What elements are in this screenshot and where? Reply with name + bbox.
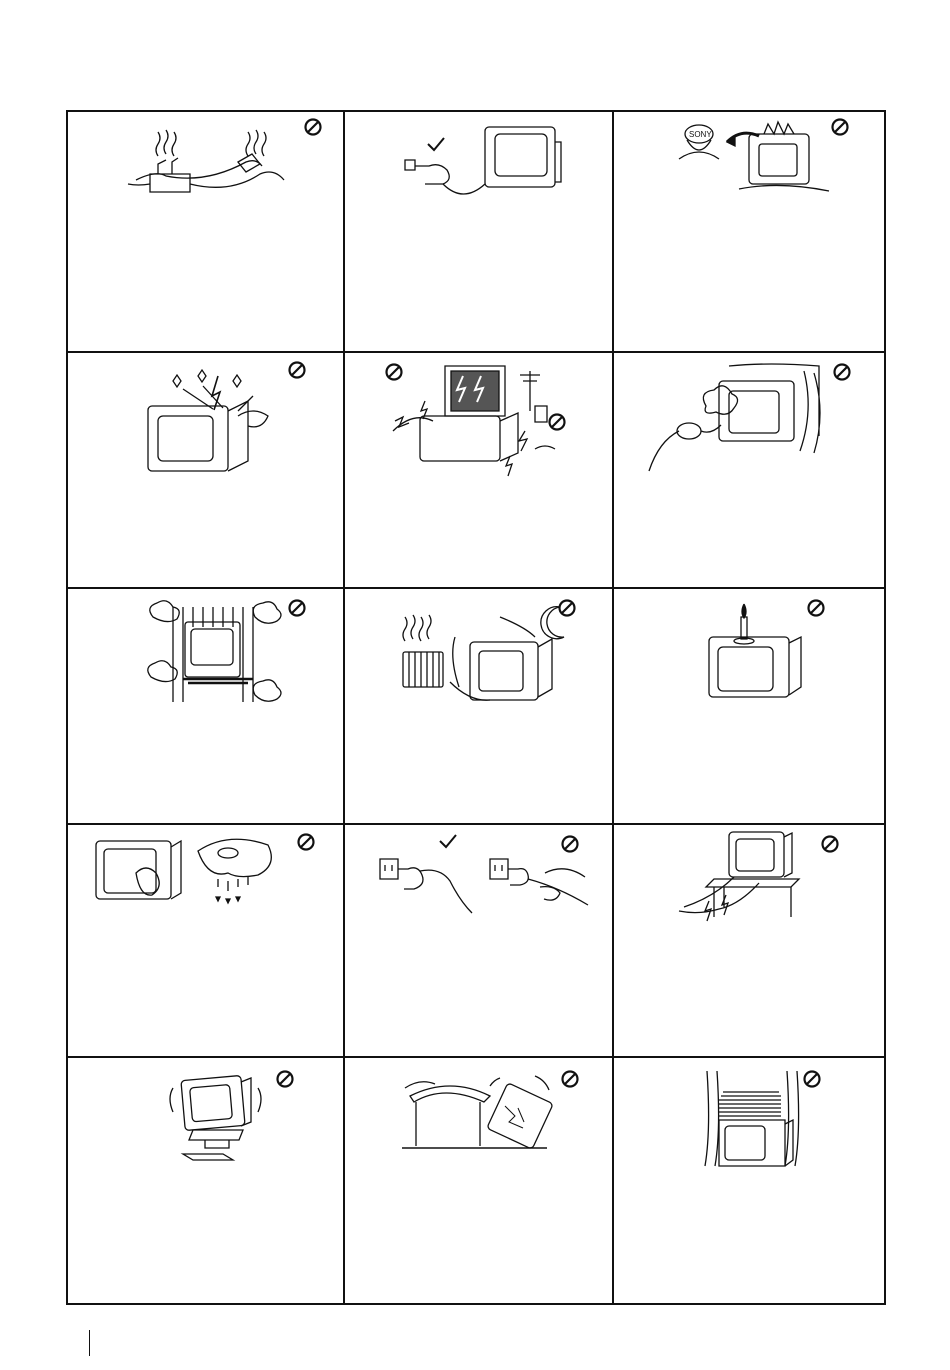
safety-cell-wet-cloth-cleaning	[68, 825, 343, 1056]
safety-cell-falling-tv	[345, 1058, 612, 1303]
safety-cell-call-service	[614, 112, 884, 351]
prohibited-symbol-icon	[385, 363, 403, 381]
overheated-power-strip-icon	[128, 122, 288, 212]
svg-text:SONY: SONY	[689, 130, 712, 139]
damaged-cord-icon	[674, 827, 804, 927]
prohibited-symbol-icon	[548, 413, 566, 431]
prohibited-symbol-icon	[821, 835, 839, 853]
prohibited-symbol-icon	[807, 599, 825, 617]
safety-cell-objects-in-vents	[68, 353, 343, 587]
prohibited-symbol-icon	[288, 599, 306, 617]
safety-cell-pull-plug-by-cord	[345, 825, 612, 1056]
safety-cell-enclosed-cabinet	[614, 1058, 884, 1303]
moisture-steam-icon	[644, 361, 834, 471]
falling-tv-icon	[400, 1066, 560, 1161]
safety-cell-overheated-power-strip	[68, 112, 343, 351]
prohibited-symbol-icon	[297, 833, 315, 851]
safety-cell-unstable-surface	[68, 1058, 343, 1303]
heat-and-sunlight-icon	[395, 597, 570, 707]
prohibited-symbol-icon	[288, 361, 306, 379]
prohibited-symbol-icon	[803, 1070, 821, 1088]
unplug-from-outlet-icon	[400, 122, 575, 202]
wet-cloth-cleaning-icon	[88, 833, 288, 913]
unstable-surface-icon	[163, 1068, 273, 1163]
safety-illustration-grid	[66, 110, 886, 1305]
safety-cell-candle-on-tv	[614, 589, 884, 823]
safety-cell-lightning-storm	[345, 353, 612, 587]
page-number-marker	[89, 1330, 90, 1356]
call-service-icon	[669, 114, 839, 199]
prohibited-symbol-icon	[831, 118, 849, 136]
blocked-ventilation-icon	[143, 597, 288, 707]
safety-cell-damaged-cord	[614, 825, 884, 1056]
prohibited-symbol-icon	[561, 835, 579, 853]
prohibited-symbol-icon	[276, 1070, 294, 1088]
enclosed-cabinet-icon	[699, 1066, 819, 1176]
prohibited-symbol-icon	[304, 118, 322, 136]
safety-cell-blocked-ventilation	[68, 589, 343, 823]
prohibited-symbol-icon	[561, 1070, 579, 1088]
safety-cell-unplug-from-outlet	[345, 112, 612, 351]
safety-cell-heat-and-sunlight	[345, 589, 612, 823]
candle-on-tv-icon	[704, 599, 809, 699]
prohibited-symbol-icon	[833, 363, 851, 381]
objects-in-vents-icon	[133, 361, 283, 471]
prohibited-symbol-icon	[558, 599, 576, 617]
safety-cell-moisture-steam	[614, 353, 884, 587]
